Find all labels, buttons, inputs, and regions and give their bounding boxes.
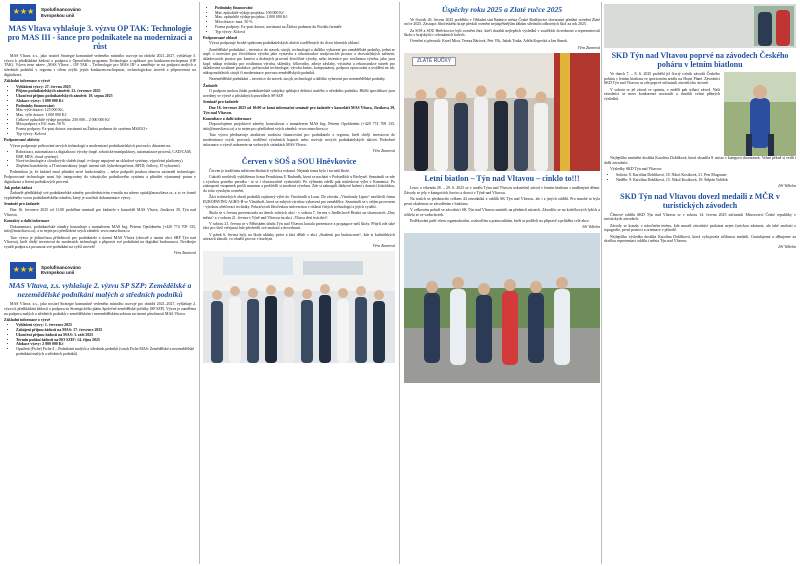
article2-intro: MAS Vltava, z.s., jako nositel Strategie komunitně vedeného místního rozvoje pro období 2021–2027, vyhlašuje 2. výzvu k předkládání žádostí o podporu ze Strategického plánu Společné zemědělské politiky (SP SZP). Výzva je zaměřena na podporu malých a středních podniků v zemědělském i nezemědělském sektoru na území působnosti MAS Vltava. [4, 302, 196, 316]
article4-para: Ocenění si převzali: Karel Mixa, Tereza Bártová, Petr Vlk, Jakub Trnka, Adéla Kopecká a Jan Šimek. [410, 39, 568, 44]
article5-para: Letos o víkendu 28. – 29. 6. 2025 se v areálu Týna nad Vltavou uskutečnil závod v letním biatlonu s nadšenými dětmi. Závody se jely v kategoriích žactvo a dorost v Týně nad Vltavou. [404, 186, 600, 196]
eu-flag-icon: ★ ★ ★ [10, 4, 36, 21]
award-sign: ZLATÉ RUČKY [412, 57, 456, 66]
list-item: • Termín podání žádosti na RO SZIF: 14. října 2025 [16, 338, 196, 343]
eu-cofunding-logo-2 [10, 262, 196, 279]
article5-para: Poděkování patří všem organizátorům, rozhodčím a pomocníkům, kteří se podíleli na přípravě a průběhu celé akce. [410, 219, 590, 224]
article2-contacts: Doporučujeme projektové záměry konzultovat s manažerem MAS Ing. Petrem Opoldeném (+420 774 709 135, info@masvltava.cz) a to nejen pro předložení svých záměrů: www.masvltava.cz [203, 122, 395, 132]
article7-para: Nejlepšího výsledku dosáhla Karolína Doblíková, která vybojovala stříbrnou medaili. Gratulujeme a děkujeme za skvělou reprezentaci oddílu i města Týn nad Vltavou. [604, 234, 796, 244]
list-item: • Nové technologie a cloudových služeb (např. e-shopy napojené na skladové systémy, výpočetní platformy) [16, 159, 196, 164]
medals-photo-top [604, 4, 796, 48]
biathlon-photo [404, 233, 600, 383]
article4-para: Ve čtvrtek 26. června 2025 proběhlo v Obřadní síni Radnice města České Budějovice slavnostní předání ocenění Zlaté ručce 2025. Zástupci Jihočeského kraje předali ocenění nejúspěšnějším žákům středních odborných škol za rok 2025. [404, 17, 600, 27]
list-item: • Ukončení příjmu podnikatelských záměrů: 19. srpna 2025 [16, 94, 196, 99]
list-item: • Alokace výzvy: 1 000 000 Kč [16, 99, 196, 104]
eu-logo-line1: Spolufinancováno [41, 7, 81, 13]
award-ceremony-photo-image [404, 53, 600, 171]
article6-para: Ve dnech 7. – 8. 6. 2025 proběhl již čtvrtý ročník závodů Českého poháru v letním biatlonu ve sportovním areálu na Horní Plané. Závodníci SKD Týn nad Vltavou se zde poprvé zúčastnili závodů této úrovně. [604, 72, 720, 86]
article2-areas-head: Podporované oblasti [203, 35, 237, 40]
article1-para: Dne 16. července 2025 od 11:00 proběhne seminář pro žadatele v kanceláři MAS Vltava, Jirsíkova 39, Týn nad Vltavou. [4, 208, 196, 217]
list-item: • Příjem podnikatelských záměrů: 22. července 2025 [16, 89, 196, 94]
eu-logo-line2: Evropskou unií [41, 12, 75, 18]
list-item: • Celkové způsobilé výdaje projektu: 250 000 – 2 000 000 Kč [16, 118, 196, 123]
eu-logo-line1: Spolufinancováno [41, 265, 81, 271]
list-item: • Podmínky financování: [16, 104, 196, 109]
column-2 [203, 4, 395, 366]
article3-signature: Věra Zumrová [372, 243, 395, 248]
list-item: • Forma podpory: Ex-post dotace, navázaná na Žádost podanou do Portálu farmáře [215, 25, 395, 30]
list-item: • Alokace výzvy: 2 000 000 Kč [16, 342, 196, 347]
article1-activities-list [4, 150, 196, 169]
article1-subhead: Jak podat žádost [4, 185, 33, 190]
medals-photo-top-image [604, 4, 796, 48]
article3-para: Škola se v červnu prezentovala na dnech volných akcí - v sobotu 7. června v Jindřichově Hradci na slavnostech „Dny města“ a v sobotu 21. června v Týně nad Vltavou na akci „Vltava třetí tisíciletí“. [203, 210, 395, 220]
article2-closing: Tato výzva představuje atraktivní možnost financování pro podnikatele z regionu, kteří chtějí investovat do modernizace svých provozů, rozšíření výrobních kapacit nebo rozvoje nových podnikatelských aktivit. Podrobné informace o výzvě naleznete na webových stránkách MAS Vltava. [203, 133, 395, 147]
article1-subhead: Kontakty a další informace [4, 219, 50, 223]
article1-key-info-head: Základní informace o výzvě [4, 79, 51, 84]
article6-signature: Jiří Vilhelm [777, 184, 796, 189]
article7-para: Závody se konaly v náročném terénu, kde museli závodníci prokázat nejen fyzickou zdatnost, ale také znalosti z topografie, první pomoci a orientace v přírodě. [604, 223, 796, 233]
article2-who: O podporu mohou žádat podnikatelské subjekty splňující definici malého a středního podniku. Bližší specifikace jsou uvedeny ve výzvě a příslušných pravidlech SP SZP. [203, 89, 395, 98]
article5-title: Letní biatlon – Týn nad Vltavou – cinklo to!!! [424, 174, 580, 184]
column-4 [604, 4, 796, 253]
biathlete-photo [724, 72, 796, 156]
article1-activities-head: Podporované aktivity [4, 137, 40, 142]
article2-who-head: Žadatelé [203, 83, 218, 88]
article6-para: Nejlepšího umístění dosáhla Karolína Doblíková, která obsadila 8. místo v kategorii dorostenek. Velmi pěkně si vedli i další závodníci. [604, 156, 796, 165]
article4-title: Úspěchy roku 2025 a Zlaté ručce 2025 [441, 5, 563, 14]
article2-seminar: Dne 16. července 2025 od 10:00 se koná informační seminář pro žadatele v kanceláři MAS Vltava, Jirsíkova 39, Týn nad Vltavou. [203, 105, 395, 115]
article1-para: Žadatelé předkládají své podnikatelské záměry prostřednictvím e-mailu na adrese optak@masvltava.cz, a to ve formě vyplněného vzoru podnikatelského záměru, který je součástí dokumentace výzvy. [4, 191, 196, 201]
article6-title: SKD Týn nad Vltavou poprvé na závodech Českého poháru v letním biatlonu [611, 51, 789, 69]
article1-title: MAS Vltava vyhlašuje 3. výzvu OP TAK: Technologie pro MAS III - šance pro podnikatele na modernizaci a růst [7, 24, 193, 51]
article6-body [604, 72, 796, 156]
article1-intro: MAS Vltava, z.s., jako nositel Strategie komunitně vedeného místního rozvoje na období 2021–2027, vyhlašuje 3. výzvu k předkládání žádostí o podporu z Operačního programu Technologie a aplikace pro konkurenceschopnost (OP TAK). Výzva nese název „MAS Vltava – OP TAK – Technologie pro MAS III“ a zaměřuje se na podporu malých a středních podniků v regionu s cílem zvýšit jejich konkurenceschopnost, technologickou úroveň a připravenost na digitalizaci. [4, 54, 196, 77]
biathlete-photo-image [724, 72, 796, 156]
article1-subhead: Seminář pro žadatele [4, 202, 40, 207]
article5-para: Na tratích se představilo celkem 44 závodníků z oddílů SK Týn nad Vltavou, ale i z jiných oddílů. Pro mnohé to byla první zkušenost se závoděním v biatlonu. [404, 197, 600, 206]
article6-results [604, 173, 796, 182]
list-item: • Sobota: 8. Karolína Doblíková, 18. Nikol Kosíková, 21. Petr Mugrauer [616, 173, 796, 178]
article6-para: V sobotu se jel závod ve sprintu, v neděli pak stíhací závod. Naši závodníci se mezi konkurencí neztratili a dosáhli velmi pěkných výsledků. [604, 87, 720, 102]
article3-para: V pátek 6. června byly na škole ukázky práce a žáci dělali v akci „Studenti pro budoucnost“, kde si kulinářských návazců zkusili, co obnáší provoz v kuchyni. [203, 232, 395, 242]
article3-para: Cukráři navštívili vyhlášenou firmu Pernikárna U Radoněk, která se nachází v Podsedlích u Bechyně. Seznámili se zde s výrobou pravého perníku - to si i vlastnoručně vyzkoušeli. Po výletním odešli pak následovat výlet v Kamenici: Po zakoupení vstupenek prošli muzeum a prohlédli si moderní výrobnu. Zde si zakoupili dárkové balení s domácí čokoládou, do toho vysokým ocenění. [203, 174, 395, 193]
article2-area2: Nezemědělské podnikání – investice do staveb, strojů, technologií a dalšího vybavení pro nezemědělské podniky. [209, 77, 386, 82]
list-item: • Míra dotace: max. 50 % [215, 20, 395, 25]
list-item: • Min. výše dotace: 125 000 Kč, [16, 108, 196, 113]
article1-activities-intro: Výzva podporuje pořizování nových technologií a modernizaci podnikatelských provozů s důrazem na: [10, 143, 172, 148]
list-item: • Max. způsobilé výdaje projektu: 2 000 000 Kč [215, 15, 395, 20]
column-divider [399, 2, 400, 564]
column-divider [199, 2, 200, 564]
article2-financing-list [203, 6, 395, 34]
eu-flag-icon: ★ ★ ★ [10, 262, 36, 279]
article2-signature: Věra Zumrová [372, 148, 395, 153]
list-item: • Zlepšení konektivity a IT infrastruktury (např. interní sítě, kyberbezpečnost, RFID, čidlovy, IT vybavení) [16, 164, 196, 169]
list-item: • Opatření (Fiche) Fiche 4 – Podnikání malých a středních podniků (vztah Fiche MAS: Zemědělské a nezemědělské podnikání malých a středních podniků) [16, 347, 196, 356]
school-group-photo [203, 251, 395, 363]
column-3 [404, 4, 600, 386]
list-item: • Vyhlášení výzvy: 1. července 2025 [16, 323, 196, 328]
article4-signature: Věra Zumrová [577, 45, 600, 50]
list-item: • Forma podpory: Ex-post dotace, navázaná na Žádost podanou do systému MS2021+ [16, 127, 196, 132]
article5-para: V celkovém pořadí se závodníci SK Týn nad Vltavou umístili na předních místech. Závodilo se na kolečkových lyžích a střílelo se ze vzduchovek. [404, 208, 600, 217]
column-divider [601, 2, 602, 564]
article6-para: Výsledky SKD Týn nad Vltavou: [610, 166, 662, 171]
article2-contacts-head: Konzultace a další informace [203, 116, 252, 121]
article3-para: Žáci technických oborů podnikli zajímavý výlet do Vinohradů u Loun. Do závodu „Vinohrady Lipno“ navštívili firmu EUROPAVING AGRO-B ve Vlastiboři, která se zabývá výrobou vybavení pro zemědělce. Seznámili se s celým provozem - výrobou ošetřovací techniky. Pokračovali Jihočeskou univerzitou v oblasti čistých technologií a jejich využití. [203, 195, 395, 209]
list-item: • Min. způsobilé výdaje projektu: 100 000 Kč [215, 11, 395, 16]
list-item: • Zahájení příjmu žádostí na MAS: 17. července 2025 [16, 328, 196, 333]
article3-para: V sobotu 21. června se v Městském úřadu Týn nad Vltavou konala prezentace a propagace naší školy. Přijeli zde také žáci pro širší veřejnost kde předvedli své znalosti a dovednosti. [203, 221, 395, 231]
biathlon-photo-image [404, 233, 600, 383]
article3-para: Červen je tradičním měsícem školních výletů a exkurzí. Nejinak tomu bylo i na naší škole. [209, 168, 351, 173]
list-item: • Podmínky financování [215, 6, 395, 11]
article1-para: Dokumentaci, podnikatelské záměry konzultuje s manažerem MAS Ing. Petrem Opoldeném (+420 774 709 135, info@masvltava.cz), a to nejen pro předložení svých záměrů: www.masvltava.cz [4, 224, 196, 234]
list-item: • Typ výzvy: Kolová [16, 132, 196, 137]
list-item: • Max. výše dotace: 1 000 000 Kč [16, 113, 196, 118]
list-item: • Vyhlášení výzvy: 27. června 2025 [16, 85, 196, 90]
article3-title: Červen v SOŠ a SOU Hněvkovice [241, 156, 357, 166]
list-item: • Ukončení příjmu žádostí na MAS: 3. září 2025 [16, 333, 196, 338]
article1-signature: Věra Zumrová [173, 251, 196, 256]
list-item: • Míra podpory z EU: max. 50 % [16, 122, 196, 127]
article2-key-info-list [4, 323, 196, 356]
article2-title: MAS Vltava, z.s. vyhlašuje 2. výzvu SP SZP: Zemědělské a nezemědělské podnikání malých a středních podniků [8, 280, 192, 299]
school-group-photo-image [203, 251, 395, 363]
article2-seminar-head: Seminář pro žadatele [203, 100, 239, 105]
article2-area1: Zemědělské podnikání – investice do staveb, strojů, technologií a dalšího vybavení pro zemědělské podniky, jedná se např. o investice pro živočišnou výrobu jako vystavba a rekonstrukce ustájovacích prostor a chovatelských zařízení, skladovacích prostor pro krmiva a drobných provozů živočišné výroby, nebo investice pro rostlinnou výrobu, jako jsou kupř. nákup techniky pro rostlinnou výrobu, skleníky, fóliovníky, zdroje závlahy, výstavba a rekonstrukce staveb pro skladování rostlinné produkce, pořizování technologie, výrobu krmiv, kompostárny, podpora zpracování a uvádění na trh, nákup mobilních strojů či modernizace provozu zemědělských podniků. [203, 47, 395, 76]
article1-para: Podmínkou je, že žadatel musí přinášet nové funkcionality – nelze podpořit pouhou obnovu zastaralé technologie. Podporované technologie musí být integrovány do stávajícího podnikového systému a přinášet významný posun v digitalizaci a řízení podnikových procesů. [4, 170, 196, 184]
eu-cofunding-logo [10, 4, 196, 21]
list-item: • Typ výzvy: Kolová [215, 30, 395, 35]
award-ceremony-photo [404, 53, 600, 171]
article7-signature: Jiří Vilhelm [777, 245, 796, 250]
article4-para: Za SOŠ a SOU Hněvkovice byli oceněni žáci, kteří dosáhli nejlepších výsledků v soutěžích dovedností a reprezentovali školu v krajských i celostátních kolech. [404, 28, 600, 38]
article7-para: Členové oddílu SKD Týn nad Vltavou se v sobotu 14. června 2025 zúčastnili Mistrovství České republiky v turistických závodech. [604, 212, 796, 222]
article1-para: Tato výzva je jedinečnou příležitostí pro podnikatele z území MAS Vltava (obecně z území obcí SRP Týn nad Vltavou), kteří chtějí investovat do moderních technologií a připravit své podnikání na digitální budoucnost. Neváhejte využít podporu a posunout své podnikání na vyšší úroveň! [4, 235, 196, 250]
article2-areas-intro: Výzva podporuje široké spektrum podnikatelských aktivit rozdělených do dvou hlavních oblastí: [209, 41, 360, 46]
article7-title: SKD Týn nad Vltavou dovezl medaili z MČR v turistických závodech [620, 191, 780, 210]
list-item: • Neděle: 9. Karolína Doblíková, 15. Nikol Kosíková, 19. Štěpán Vořížek [616, 178, 796, 183]
list-item: • Robotizaci, automatizaci a digitalizaci výroby (např. robotické manipulátory, automatizace procesů, CAD/CAM, ERP, MES, cloud systémy) [16, 150, 196, 159]
article1-key-info-list [4, 85, 196, 137]
article5-signature: Jiří Vilhelm [581, 225, 600, 230]
eu-logo-line2: Evropskou unií [41, 270, 75, 276]
article2-key-info-head: Základní informace o výzvě [4, 317, 51, 322]
column-1 [4, 4, 196, 358]
